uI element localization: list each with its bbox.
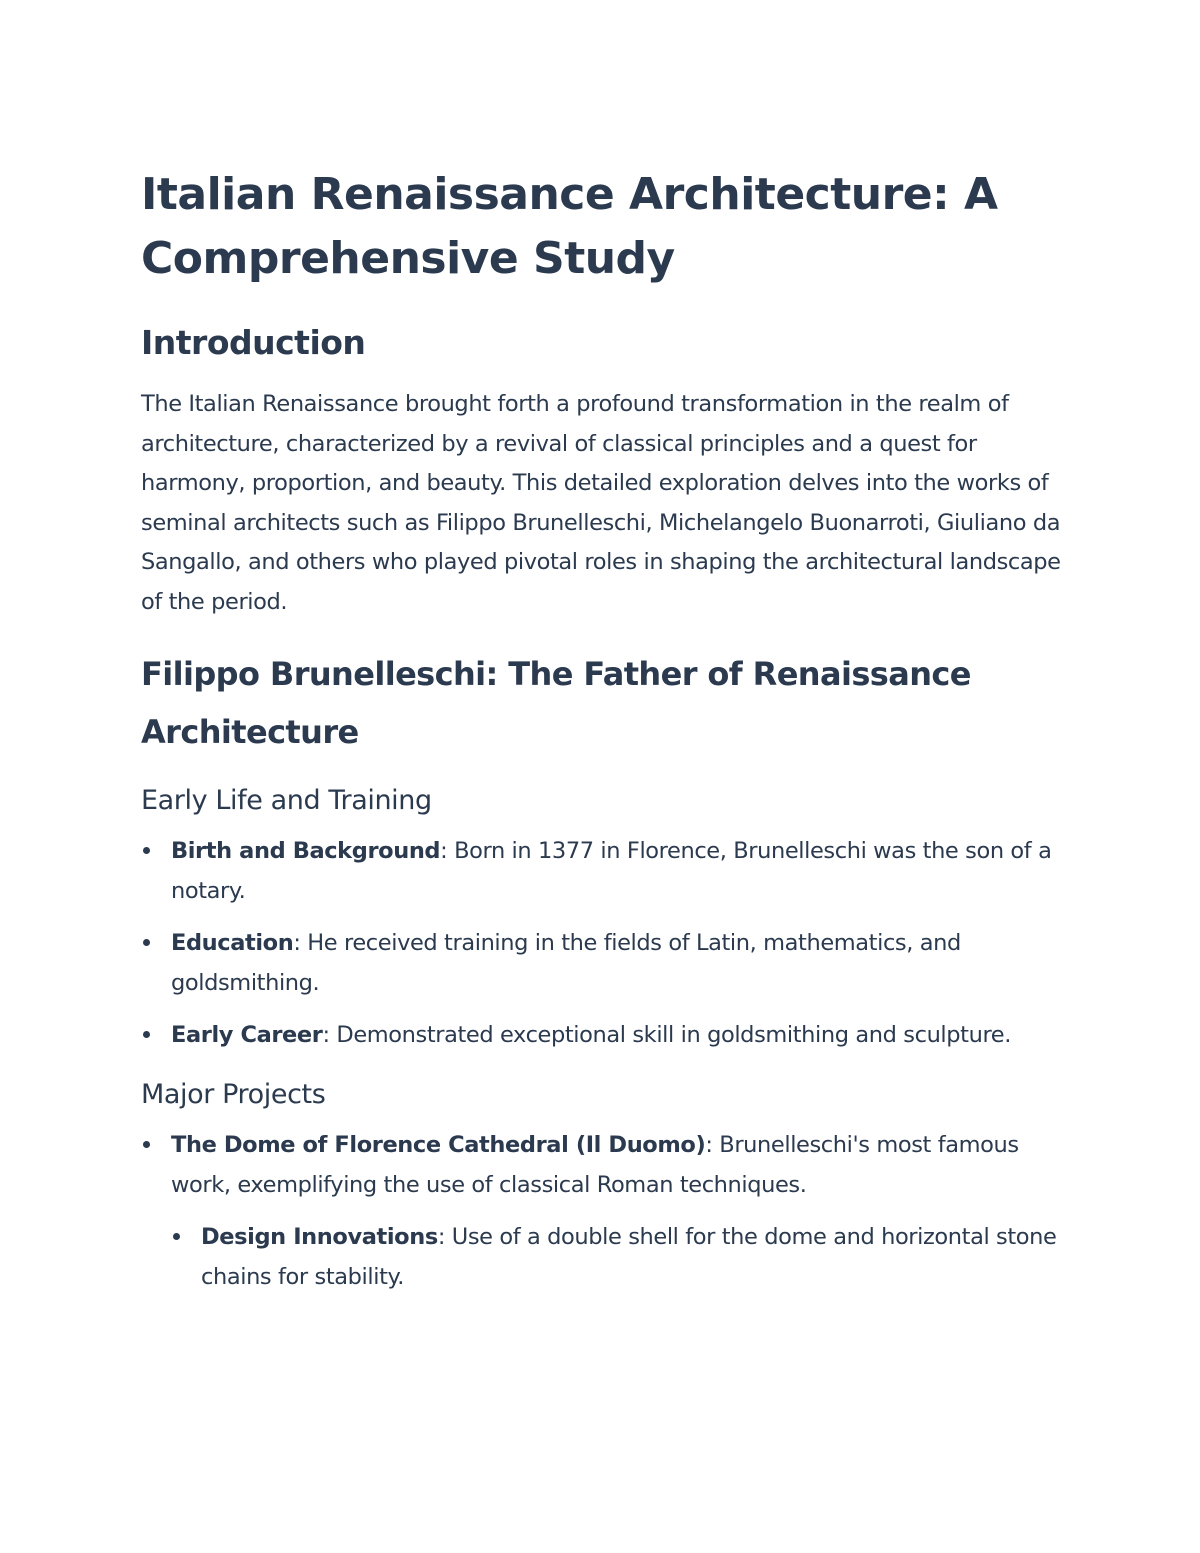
early-life-list bbox=[141, 831, 1061, 1055]
introduction-heading: Introduction bbox=[141, 323, 366, 362]
list-item bbox=[141, 831, 1061, 911]
list-item bbox=[141, 1015, 1061, 1055]
list-item-text: : Demonstrated exceptional skill in goldsmithing and sculpture. bbox=[322, 1021, 1011, 1048]
list-item-term: Early Career bbox=[171, 1021, 323, 1048]
list-item-text: : Use of a double shell for the dome and horizontal stone chains for stability. bbox=[201, 1223, 1057, 1290]
bullet-icon bbox=[143, 847, 150, 854]
nested-list-item bbox=[171, 1217, 1061, 1297]
early-life-heading: Early Life and Training bbox=[141, 784, 432, 816]
bullet-icon bbox=[143, 939, 150, 946]
list-item-term: Design Innovations bbox=[201, 1223, 438, 1250]
list-item bbox=[141, 923, 1061, 1003]
document-page bbox=[141, 163, 1061, 1309]
bullet-icon bbox=[143, 1141, 150, 1148]
introduction-paragraph: The Italian Renaissance brought forth a profound transformation in the realm of architecture, characterized by a revival of classical principles and a quest for harmony, proportion, and beauty. This detailed exploration delves into the works of seminal architects such as Filippo Brunelleschi, Michelangelo Buonarroti, Giuliano da Sangallo, and others who played pivotal roles in shaping the architectural landscape of the period. bbox=[141, 391, 1061, 615]
list-item-term: Education bbox=[171, 929, 294, 956]
list-item-text: : He received training in the fields of Latin, mathematics, and goldsmithing. bbox=[171, 929, 961, 996]
list-item-term: The Dome of Florence Cathedral (Il Duomo) bbox=[171, 1131, 706, 1158]
document-title: Italian Renaissance Architecture: A Comprehensive Study bbox=[141, 169, 998, 284]
list-item-text: : Born in 1377 in Florence, Brunelleschi was the son of a notary. bbox=[171, 837, 1052, 904]
major-projects-heading: Major Projects bbox=[141, 1078, 326, 1110]
list-item-text: : Brunelleschi's most famous work, exemplifying the use of classical Roman techniques. bbox=[171, 1131, 1019, 1198]
brunelleschi-heading: Filippo Brunelleschi: The Father of Renaissance Architecture bbox=[141, 654, 971, 751]
list-item bbox=[141, 1125, 1061, 1297]
bullet-icon bbox=[143, 1031, 150, 1038]
bullet-icon bbox=[173, 1233, 180, 1240]
list-item-term: Birth and Background bbox=[171, 837, 441, 864]
major-projects-list bbox=[141, 1125, 1061, 1297]
nested-list bbox=[171, 1217, 1061, 1297]
